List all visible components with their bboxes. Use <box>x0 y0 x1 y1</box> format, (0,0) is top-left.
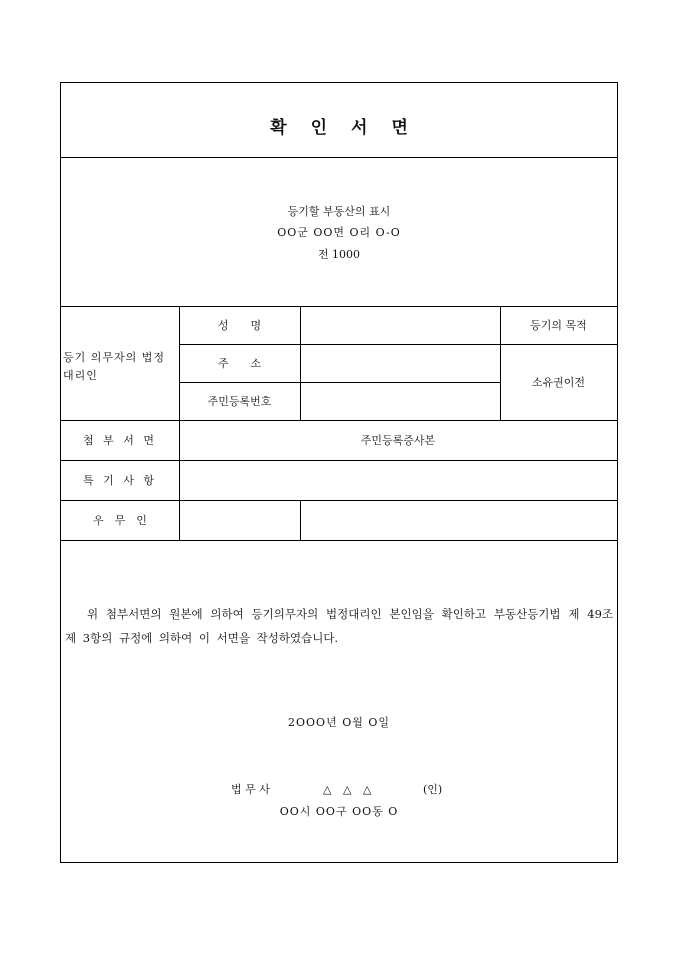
thumbprint-left[interactable] <box>179 500 300 540</box>
property-heading: 등기할 부동산의 표시 <box>287 205 391 218</box>
special-label: 특 기 사 항 <box>83 474 157 487</box>
rrn-label: 주민등록번호 <box>207 395 272 408</box>
signer-address: OO시 OO구 OO동 O <box>279 805 399 818</box>
seal-mark: (인) <box>423 783 443 796</box>
obligor-label: 등기 의무자의 법정 대리인 <box>63 351 166 382</box>
confirmation-form <box>60 82 618 863</box>
divider <box>61 157 617 158</box>
special-value[interactable] <box>179 460 617 500</box>
address-label: 주 소 <box>217 357 262 370</box>
declaration-text: 위 첨부서면의 원본에 의하여 등기의무자의 법정대리인 본인임을 확인하고 부동산등기법 제 49조 제 3항의 규정에 의하여 이 서면을 작성하였습니다. <box>65 607 613 645</box>
title-char: 면 <box>391 118 408 138</box>
property-location: OO군 OO면 O리 O-O <box>277 226 401 239</box>
attachment-label: 첨 부 서 면 <box>83 434 157 447</box>
title-char: 인 <box>310 118 327 138</box>
purpose-label: 등기의 목적 <box>530 319 587 332</box>
signer-name: △ △ △ <box>323 783 372 796</box>
name-label: 성 명 <box>217 319 262 332</box>
name-value[interactable] <box>300 306 500 344</box>
document-title <box>61 113 617 138</box>
property-land: 전 1000 <box>317 248 361 261</box>
thumbprint-label: 우 무 인 <box>93 514 147 527</box>
date: 2OOO년 O월 O일 <box>288 716 390 729</box>
title-char: 확 <box>270 118 287 138</box>
purpose-value: 소유권이전 <box>531 376 586 389</box>
address-value[interactable] <box>300 344 500 382</box>
signer-title: 법 무 사 <box>231 783 270 796</box>
attachment-value: 주민등록증사본 <box>360 434 436 447</box>
divider <box>61 540 617 541</box>
rrn-value[interactable] <box>300 382 500 420</box>
thumbprint-right[interactable] <box>300 500 617 540</box>
title-char: 서 <box>351 118 368 138</box>
